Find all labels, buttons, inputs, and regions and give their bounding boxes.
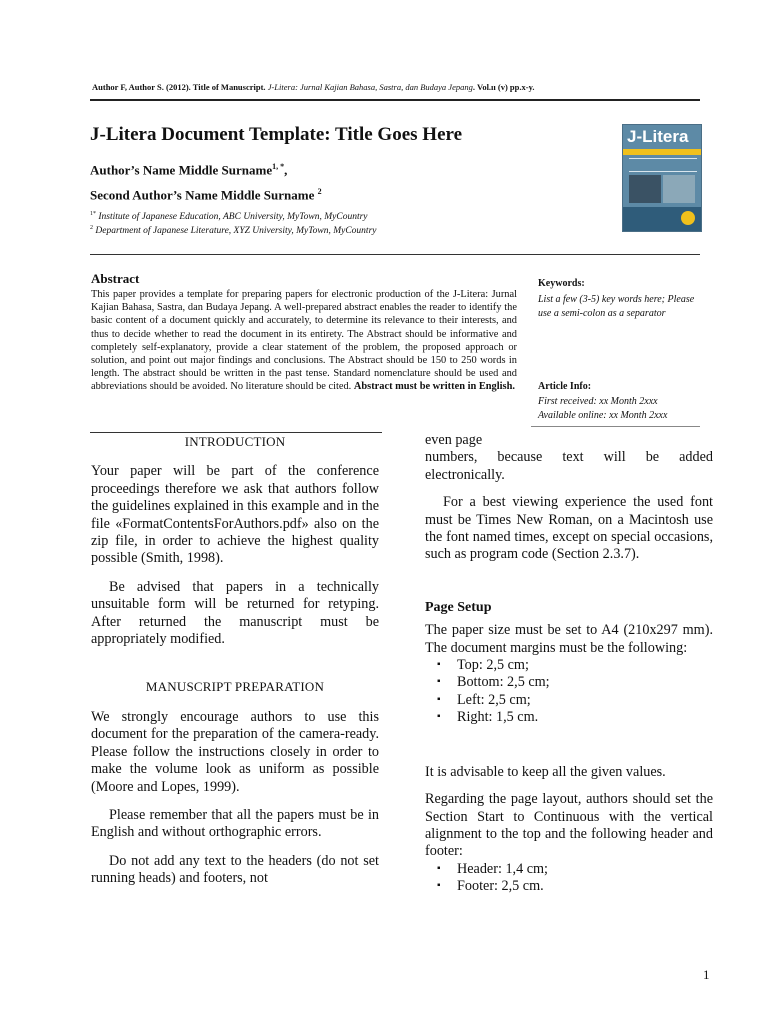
first-author: [90, 162, 287, 178]
cover-seal-icon: [681, 211, 695, 225]
second-author-affil-mark: 2: [317, 187, 322, 196]
affiliation-2: [90, 225, 376, 236]
journal-cover-logo: J-Litera: [627, 127, 689, 146]
journal-cover-image: [622, 124, 702, 232]
list-item: ▪ Right: 1,5 cm.: [425, 709, 713, 726]
list-item: ▪ Footer: 2,5 cm.: [425, 878, 713, 895]
cover-subtitle-band: [629, 158, 697, 172]
left-column: [91, 433, 379, 888]
abstract-body: [91, 288, 517, 394]
first-author-comma: ,: [284, 162, 288, 178]
first-author-name: Author’s Name Middle Surname: [90, 162, 273, 178]
page-setup-paragraph: The paper size must be set to A4 (210x297 mm). The document margins must be the following:: [425, 622, 713, 656]
citation-volume: . Vol.ıı (v) pp.x-y.: [472, 82, 535, 92]
header-rule: [90, 99, 700, 101]
right-column: [425, 432, 713, 896]
continued-paragraph: numbers, because text will be added electronically.: [425, 449, 713, 483]
body-top-rule-right: [531, 426, 700, 427]
available-online: Available online: xx Month 2xxx: [538, 410, 668, 421]
introduction-heading: INTRODUCTION: [184, 434, 286, 449]
abstract-text: This paper provides a template for preparing papers for electronic production of the J-Litera: Jurnal Kajian Bahasa, Sastra, dan Budaya Jepang. A well-prepared abstract enables the reader to identify the basic content of a document quickly and accurately, to determine its relevance to their interests, and thus to decide whether to read the document in its entirety. The Abstract should be informative and completely self-explanatory, provide a clear statement of the problem, the proposed approach or solution, and point out major findings and conclusions. The Abstract should be 150 to 250 words in length. The abstract should be written in the past tense. Standard nomenclature should be used and abbreviations should be avoided. No literature should be cited.: [91, 289, 517, 393]
keywords-heading: Keywords:: [538, 278, 585, 289]
second-author: [90, 187, 322, 203]
abstract-heading: Abstract: [91, 271, 140, 286]
running-citation: [92, 82, 535, 92]
manuscript-paragraph-3: Do not add any text to the headers (do not set running heads) and footers, not: [91, 852, 379, 887]
page-setup-heading: Page Setup: [425, 599, 492, 615]
margins-list: [425, 657, 713, 727]
continued-text: [425, 432, 713, 449]
second-author-name: Second Author’s Name Middle Surname: [90, 187, 315, 203]
list-item: ▪ Bottom: 2,5 cm;: [425, 674, 713, 691]
abstract-top-rule: [90, 254, 700, 255]
manuscript-paragraph-2: Please remember that all the papers must be in English and without orthographic errors.: [91, 806, 379, 841]
intro-paragraph-1: Your paper will be part of the conference proceedings therefore we ask that authors follow the guidelines explained in this example and in the file «FormatContentsForAuthors.pdf» also on the zip file, in order to achieve the highest quality possible (Smith, 1998).: [91, 463, 379, 567]
first-received: First received: xx Month 2xxx: [538, 396, 658, 407]
affiliation-2-mark: 2: [90, 225, 93, 231]
affiliation-2-text: Department of Japanese Literature, XYZ University, MyTown, MyCountry: [95, 226, 377, 237]
advisable-paragraph: It is advisable to keep all the given values.: [425, 763, 666, 780]
cover-photo-left: [629, 175, 661, 203]
cover-stripe: [623, 149, 701, 155]
list-item: ▪ Top: 2,5 cm;: [425, 657, 713, 674]
manuscript-preparation-heading: MANUSCRIPT PREPARATION: [145, 679, 325, 695]
affiliation-1-text: Institute of Japanese Education, ABC University, MyTown, MyCountry: [98, 212, 368, 223]
affiliation-1: [90, 211, 368, 222]
intro-paragraph-2: Be advised that papers in a technically unsuitable form will be returned for retyping. After returned the manuscript must be appropriately modified.: [91, 578, 379, 648]
page-layout-paragraph: Regarding the page layout, authors should set the Section Start to Continuous with the vertical alignment to the top and the following header and footer:: [425, 791, 713, 860]
first-author-affil-mark: 1, *: [272, 162, 285, 171]
keywords-body: List a few (3-5) key words here; Please use a semi-colon as a separator: [538, 294, 695, 319]
cover-photo-right: [663, 175, 695, 203]
paper-title: J-Litera Document Template: Title Goes Here: [90, 124, 463, 145]
abstract-emphasis: Abstract must be written in English.: [353, 381, 515, 393]
article-info-heading: Article Info:: [538, 381, 592, 392]
font-paragraph: For a best viewing experience the used font must be Times New Roman, on a Macintosh use the font named times, except on special occasions, such as program code (Section 2.3.7).: [425, 494, 713, 563]
affiliation-1-mark: 1*: [90, 211, 96, 217]
citation-journal: J-Litera: Jurnal Kajian Bahasa, Sastra, dan Budaya Jepang: [267, 82, 473, 92]
page-number: 1: [703, 967, 710, 982]
manuscript-paragraph-1: We strongly encourage authors to use this document for the preparation of the camera-ready. Please follow the instructions closely in order to make the volume look as uniform as possible (Moore and Lopes, 1999).: [91, 708, 379, 795]
list-item: ▪ Left: 2,5 cm;: [425, 692, 713, 709]
citation-authors: Author F, Author S. (2012). Title of Manuscript.: [92, 82, 266, 92]
header-footer-list: [425, 861, 713, 896]
continued-first-line: even page: [425, 432, 483, 448]
list-item: ▪ Header: 1,4 cm;: [425, 861, 713, 878]
